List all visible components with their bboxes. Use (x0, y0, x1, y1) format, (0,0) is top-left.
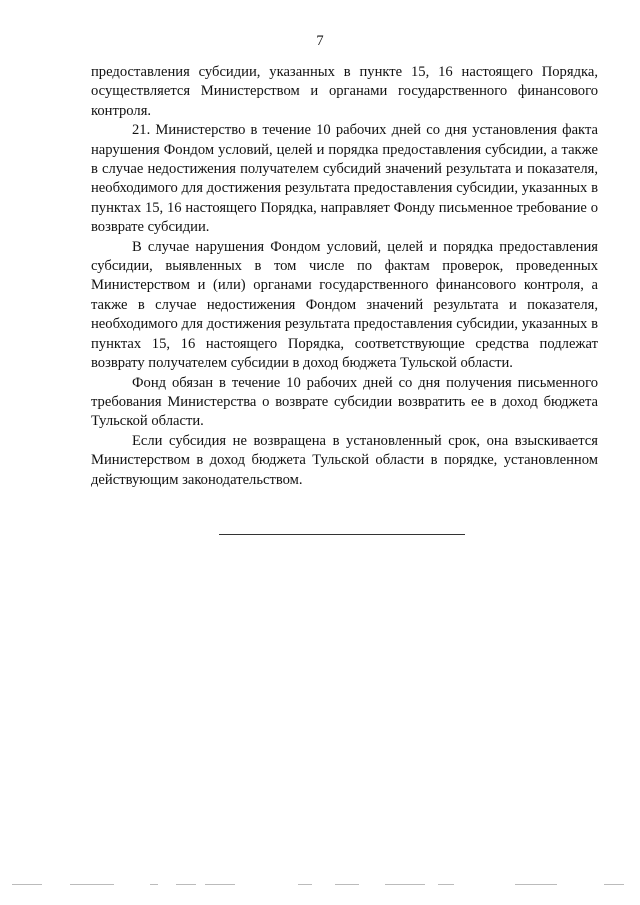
paragraph-clause-21: 21. Министерство в течение 10 рабочих дней со дня установления факта нарушения Фондом условий, целей и порядка предоставления субсидии, а также в случае недостижения получателем субсидий значений результата и показателя, необходимого для достижения результата предоставления субсидии, указанных в пунктах 15, 16 настоящего Порядка, направляет Фонду письменное требование о возврате субсидии. (91, 122, 598, 236)
paragraph-recovery: Если субсидия не возвращена в установленный срок, она взыскивается Министерством в доход бюджета Тульской области в порядке, установленном действующим законодательством. (91, 432, 598, 488)
scan-artifact-line (0, 884, 640, 890)
paragraph-continuation: предоставления субсидии, указанных в пункте 15, 16 настоящего Порядка, осуществляется Министерством и органами государственного финансового контроля. (91, 64, 598, 119)
page-number: 7 (316, 33, 324, 49)
paragraph-violation-return: В случае нарушения Фондом условий, целей и порядка предоставления субсидии, выявленных в том числе по фактам проверок, проведенных Министерством и (или) органами государственного финансового контроля, а также в случае недостижения Фондом значений результата и показателя, необходимого для достижения результата предоставления субсидии, указанных в пунктах 15, 16 настоящего Порядка, соответствующие средства подлежат возврату получателем субсидии в доход бюджета Тульской области. (91, 238, 598, 372)
end-of-text-divider (219, 534, 465, 535)
paragraph-fund-obligation: Фонд обязан в течение 10 рабочих дней со дня получения письменного требования Министерства о возврате субсидии возвратить ее в доход бюджета Тульской области. (91, 374, 598, 430)
document-body (91, 63, 598, 490)
